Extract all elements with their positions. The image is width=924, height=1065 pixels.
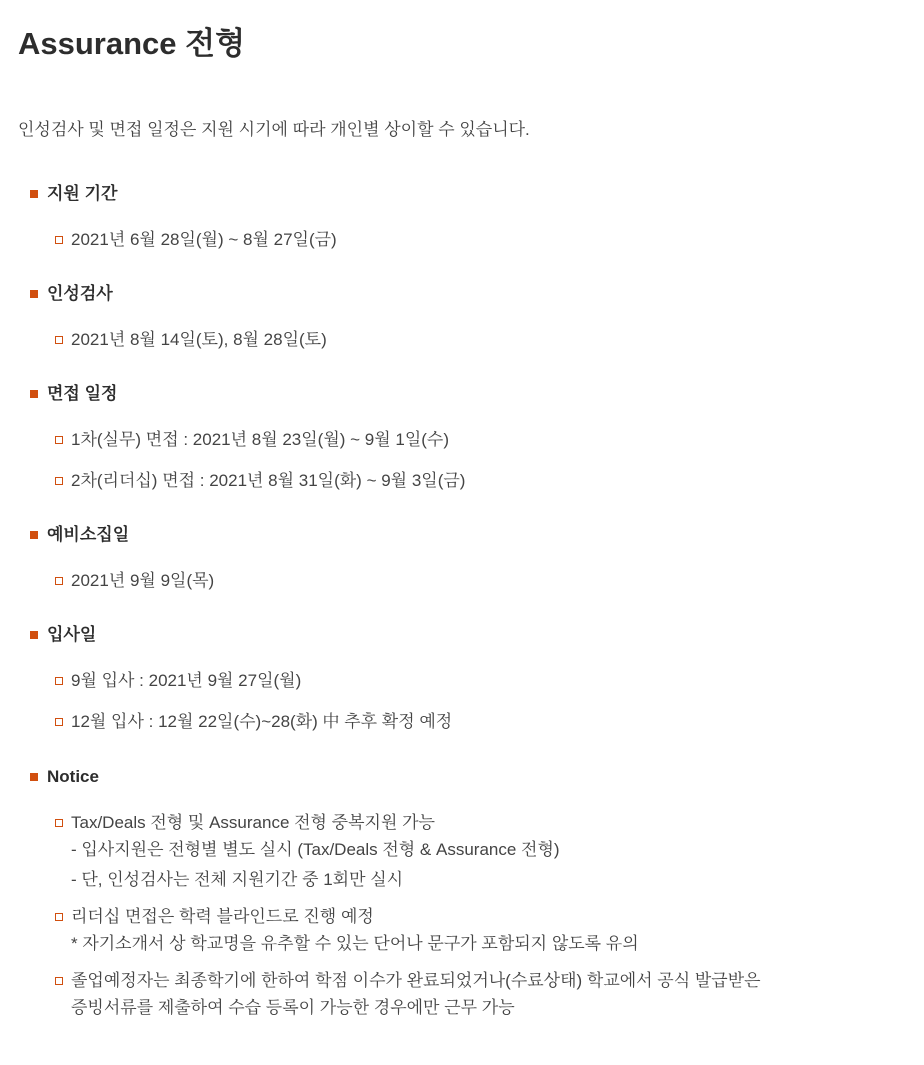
item-text: 리더십 면접은 학력 블라인드로 진행 예정 [71, 907, 374, 926]
section-personality-test [30, 282, 910, 352]
item-subtext: * 자기소개서 상 학교명을 유추할 수 있는 단어나 문구가 포함되지 않도록 유의 [71, 934, 639, 953]
box-bullet-icon [55, 477, 63, 485]
square-bullet-icon [30, 531, 38, 539]
list-item [55, 669, 910, 693]
section-title: 지원 기간 [47, 184, 118, 203]
section-heading [30, 523, 910, 547]
section-title: 예비소집일 [47, 525, 130, 544]
square-bullet-icon [30, 390, 38, 398]
section-heading [30, 282, 910, 306]
section-title: 면접 일정 [47, 384, 118, 403]
box-bullet-icon [55, 718, 63, 726]
item-subtext: - 단, 인성검사는 전체 지원기간 중 1회만 실시 [71, 870, 404, 889]
list-item [55, 811, 910, 895]
item-text: 졸업예정자는 최종학기에 한하여 학점 이수가 완료되었거나(수료상태) 학교에서 공식 발급받은 [71, 971, 761, 990]
intro-text: 인성검사 및 면접 일정은 지원 시기에 따라 개인별 상이할 수 있습니다. [18, 120, 530, 139]
section-heading [30, 623, 910, 647]
list-item [55, 228, 910, 252]
section-interview-schedule [30, 382, 910, 493]
section-heading [30, 382, 910, 406]
section-heading [30, 765, 910, 789]
box-bullet-icon [55, 677, 63, 685]
item-text: 2021년 9월 9일(목) [71, 571, 215, 590]
list-item [55, 328, 910, 352]
box-bullet-icon [55, 436, 63, 444]
box-bullet-icon [55, 913, 63, 921]
item-subtext: 증빙서류를 제출하여 수습 등록이 가능한 경우에만 근무 가능 [71, 998, 515, 1017]
list-item [55, 569, 910, 593]
item-subtext: - 입사지원은 전형별 별도 실시 (Tax/Deals 전형 & Assurance 전형) [71, 840, 560, 859]
square-bullet-icon [30, 631, 38, 639]
item-text: 2021년 8월 14일(토), 8월 28일(토) [71, 330, 327, 349]
section-title: Notice [47, 767, 99, 786]
item-text: 9월 입사 : 2021년 9월 27일(월) [71, 671, 302, 690]
page-title: Assurance 전형 [18, 26, 246, 61]
item-text: Tax/Deals 전형 및 Assurance 전형 중복지원 가능 [71, 813, 435, 832]
item-text: 12월 입사 : 12월 22일(수)~28(화) 中 추후 확정 예정 [71, 712, 453, 731]
item-text: 1차(실무) 면접 : 2021년 8월 23일(월) ~ 9월 1일(수) [71, 430, 450, 449]
square-bullet-icon [30, 190, 38, 198]
list-item [55, 710, 910, 734]
square-bullet-icon [30, 290, 38, 298]
item-text: 2021년 6월 28일(월) ~ 8월 27일(금) [71, 230, 337, 249]
section-title: 인성검사 [47, 284, 113, 303]
list-item [55, 905, 910, 959]
section-application-period [30, 182, 910, 252]
section-start-date [30, 623, 910, 734]
box-bullet-icon [55, 577, 63, 585]
list-item [55, 969, 910, 1023]
box-bullet-icon [55, 336, 63, 344]
section-title: 입사일 [47, 625, 97, 644]
square-bullet-icon [30, 773, 38, 781]
section-notice [30, 765, 910, 1023]
item-text: 2차(리더십) 면접 : 2021년 8월 31일(화) ~ 9월 3일(금) [71, 471, 466, 490]
box-bullet-icon [55, 236, 63, 244]
section-heading [30, 182, 910, 206]
box-bullet-icon [55, 819, 63, 827]
box-bullet-icon [55, 977, 63, 985]
list-item [55, 428, 910, 452]
section-orientation-day [30, 523, 910, 593]
list-item [55, 469, 910, 493]
